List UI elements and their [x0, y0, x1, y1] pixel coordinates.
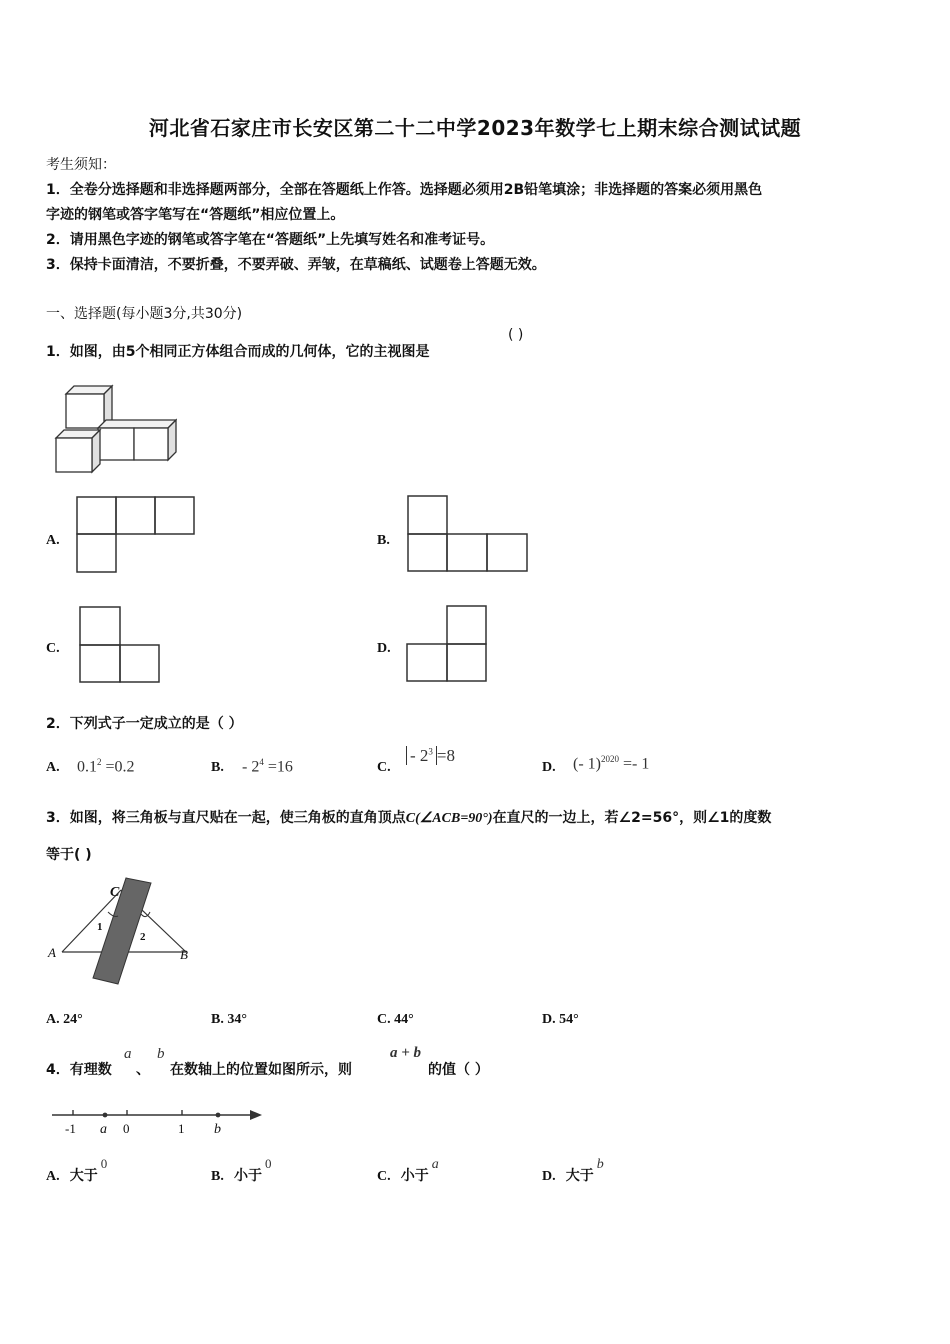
q1-option-c-figure[interactable]: [79, 606, 161, 684]
q4-option-c[interactable]: C. 小于a: [377, 1157, 439, 1184]
q3-stem-line2: 等于( ): [46, 847, 92, 863]
axis-label-b: b: [214, 1122, 221, 1137]
q2-option-a-expr[interactable]: $0.1^2 =0.2$: [77, 757, 135, 776]
q4-stem-pre: 4．有理数: [46, 1062, 112, 1078]
q3-option-a[interactable]: A. 24°: [46, 1012, 83, 1027]
q2-option-b-expr[interactable]: - $2^4 =16$: [242, 757, 293, 776]
q3-label-b: B: [180, 947, 188, 962]
q2-option-a-label[interactable]: A.: [46, 760, 60, 775]
axis-label-neg1: -1: [65, 1121, 76, 1136]
q4-var-b: b: [157, 1046, 165, 1062]
q4-stem-mid: 在数轴上的位置如图所示，则: [170, 1062, 352, 1078]
q2-option-d-label[interactable]: D.: [542, 760, 556, 775]
q2-option-c-label[interactable]: C.: [377, 760, 391, 775]
q1-option-d-label[interactable]: D.: [377, 641, 391, 656]
q3-label-a: A: [48, 945, 56, 960]
notice-item-3: 3．保持卡面清洁，不要折叠，不要弄破、弄皱，在草稿纸、试题卷上答题无效。: [46, 257, 546, 273]
q2-option-d-expr[interactable]: (- 1)$^{2020}$ =- 1: [573, 754, 650, 773]
notice-item-1-cont: 字迹的钢笔或答字笔写在“答题纸”相应位置上。: [46, 207, 345, 223]
section-heading: 一、选择题(每小题3分,共30分): [46, 306, 243, 322]
q4-option-d[interactable]: D. 大于b: [542, 1157, 604, 1184]
axis-label-0: 0: [123, 1121, 130, 1136]
q2-option-c-expr[interactable]: - $2^3 =8$: [406, 746, 455, 766]
q3-label-c: C: [110, 885, 120, 900]
q3-label-angle-1: 1: [97, 921, 103, 933]
q1-option-a-figure[interactable]: [76, 496, 196, 574]
q1-option-b-label[interactable]: B.: [377, 533, 390, 548]
q1-option-c-label[interactable]: C.: [46, 641, 60, 656]
q3-label-angle-2: 2: [140, 931, 146, 943]
q1-cube-figure: [52, 382, 177, 477]
q4-number-line: [48, 1104, 268, 1140]
q4-sep: 、: [136, 1062, 150, 1078]
q2-option-b-label[interactable]: B.: [211, 760, 224, 775]
q3-triangle-ruler-figure: [46, 876, 206, 986]
q1-option-d-figure[interactable]: [406, 605, 488, 683]
q4-var-a: a: [124, 1046, 132, 1062]
q4-option-b[interactable]: B. 小于$^0$: [211, 1156, 272, 1184]
notice-item-1: 1．全卷分选择题和非选择题两部分，全部在答题纸上作答。选择题必须用2B铅笔填涂；非选择题的答案必须用黑色: [46, 182, 763, 198]
q1-answer-paren: ( ): [508, 327, 524, 343]
q3-stem: 3．如图，将三角板与直尺贴在一起，使三角板的直角顶点C(∠ACB=90°)在直尺的一边上，若∠2=56°，则∠1的度数: [46, 810, 772, 826]
q3-option-c[interactable]: C. 44°: [377, 1012, 414, 1027]
q1-stem: 1．如图，由5个相同正方体组合而成的几何体，它的主视图是: [46, 344, 430, 360]
q2-stem: 2．下列式子一定成立的是（ ）: [46, 716, 243, 732]
q3-option-d[interactable]: D. 54°: [542, 1012, 579, 1027]
axis-label-1: 1: [178, 1121, 185, 1136]
q4-stem-post: 的值（ ）: [428, 1062, 489, 1078]
q4-option-a[interactable]: A. 大于$^0$: [46, 1156, 108, 1184]
q1-option-b-figure[interactable]: [407, 495, 529, 573]
q4-expr: a + b: [390, 1045, 422, 1061]
notice-heading: 考生须知：: [46, 157, 116, 173]
q1-option-a-label[interactable]: A.: [46, 533, 60, 548]
page-title: 河北省石家庄市长安区第二十二中学2023年数学七上期末综合测试试题: [148, 116, 802, 140]
notice-item-2: 2．请用黑色字迹的钢笔或答字笔在“答题纸”上先填写姓名和准考证号。: [46, 232, 495, 248]
q3-option-b[interactable]: B. 34°: [211, 1012, 247, 1027]
axis-label-a: a: [100, 1122, 107, 1137]
